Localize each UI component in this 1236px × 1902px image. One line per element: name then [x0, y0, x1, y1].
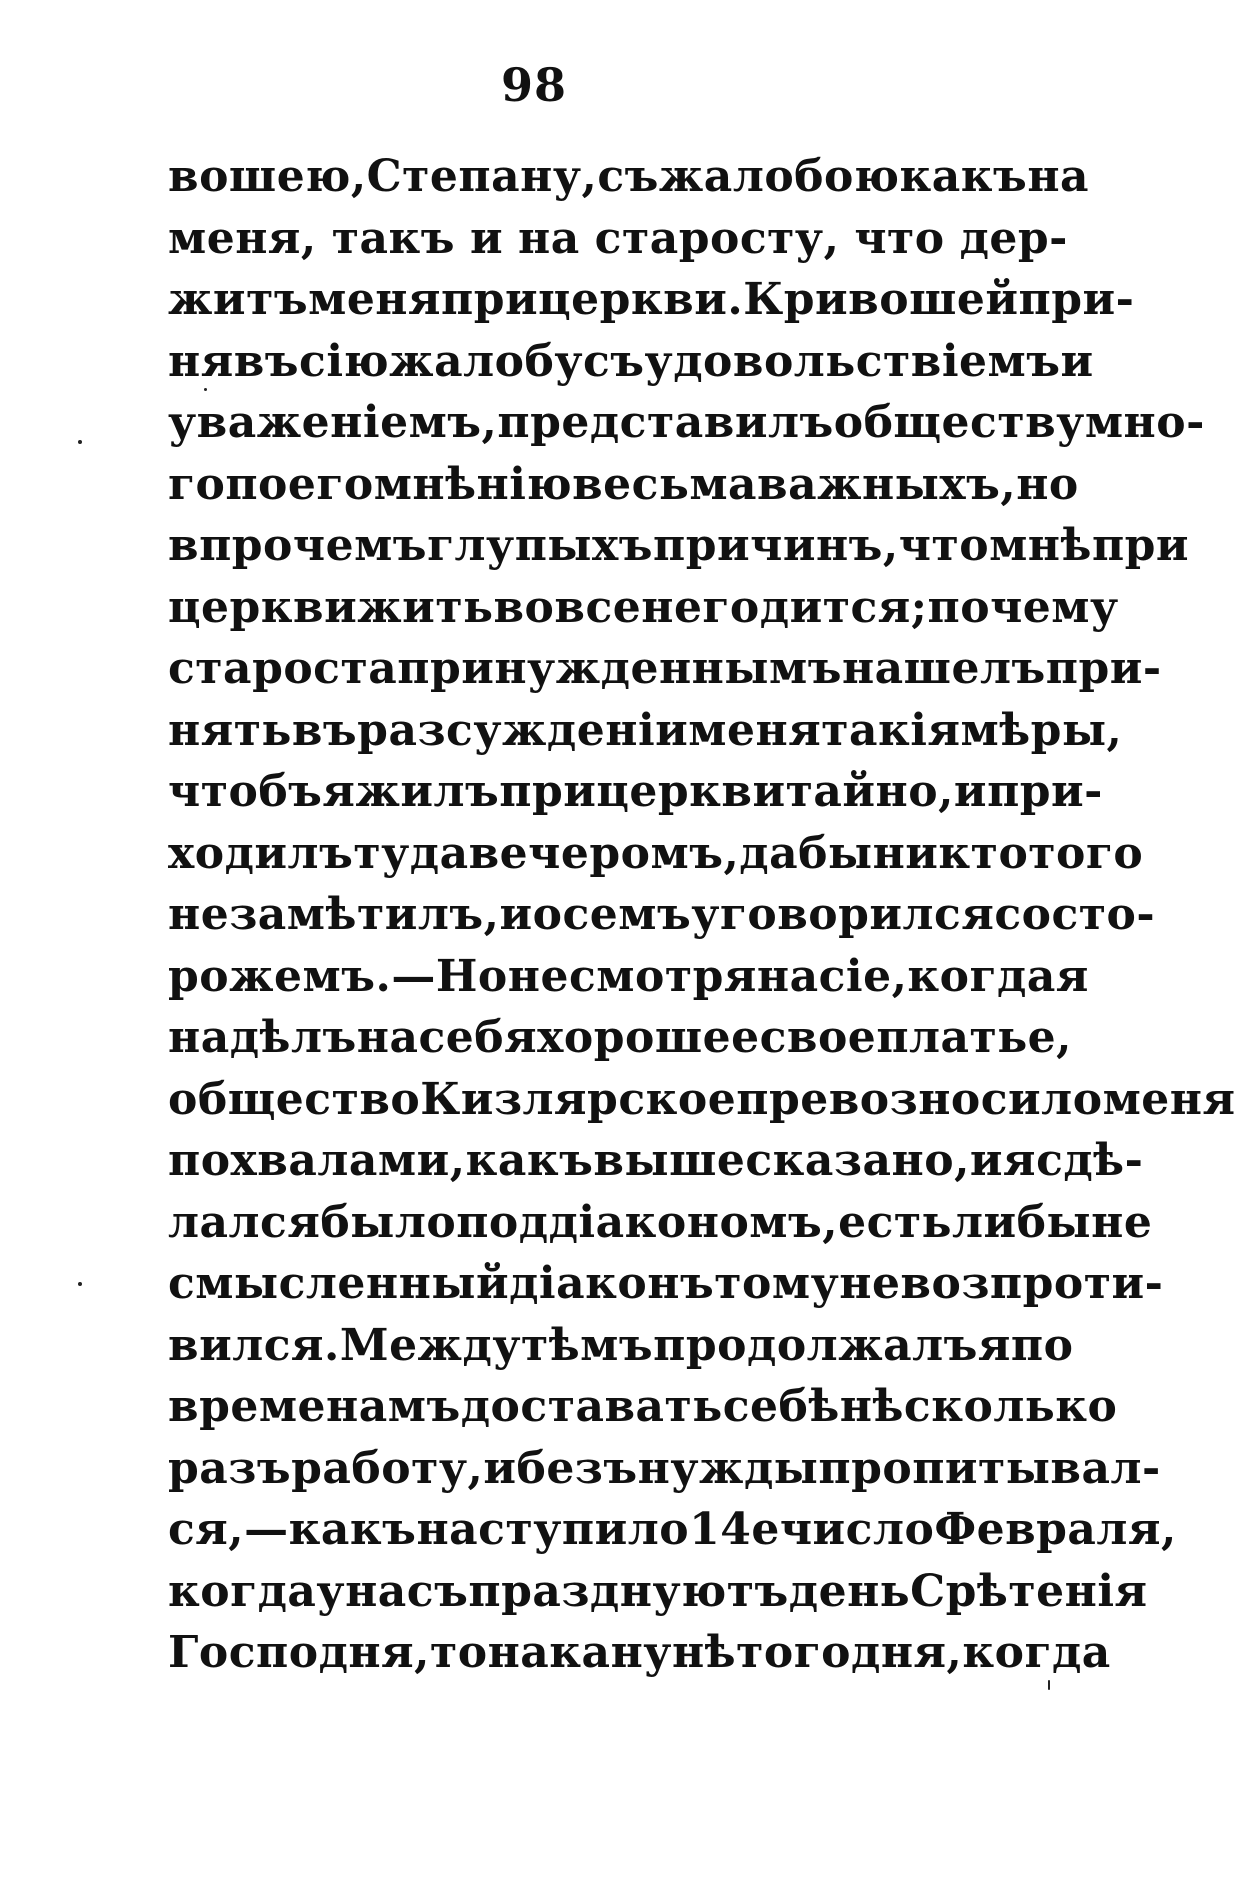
text-word: насъ [345, 1565, 469, 1617]
text-word: и [499, 889, 533, 941]
text-line [168, 946, 1089, 1008]
text-word: Степану, [366, 151, 598, 203]
text-word: надѣлъ [168, 1012, 357, 1064]
text-word: при- [1045, 643, 1162, 695]
text-word: житъ [168, 274, 309, 326]
text-word: вошею, [168, 151, 367, 203]
text-word: не [507, 950, 569, 1002]
text-word: когда [907, 950, 1056, 1002]
text-line [168, 761, 1103, 823]
text-word: тому [714, 1258, 840, 1310]
text-line [168, 638, 1162, 700]
text-word: мнѣнію [373, 458, 573, 510]
text-line [168, 1499, 1177, 1561]
text-word: на [756, 950, 819, 1002]
text-word: какъ [465, 1135, 594, 1187]
text-word: похвалами, [168, 1135, 466, 1187]
text-line [168, 1192, 1153, 1254]
text-word: на [356, 1012, 419, 1064]
text-word: ходилъ [168, 827, 354, 879]
text-word: Но [435, 950, 508, 1002]
text-word: по [225, 458, 288, 510]
text-word: тѣмъ [520, 1319, 654, 1371]
text-word: негодится; [641, 581, 928, 633]
text-word: впрочемъ [168, 520, 428, 572]
text-word: превозносило [736, 1073, 1103, 1125]
text-word: сто- [1051, 889, 1156, 941]
text-word: работу, [291, 1442, 484, 1494]
text-word: ся, [168, 1504, 245, 1556]
text-word: при [441, 274, 539, 326]
text-line [168, 1622, 1111, 1684]
text-word: естьли [838, 1196, 1017, 1248]
text-word: церкви. [538, 274, 744, 326]
text-word: когда [168, 1565, 317, 1617]
text-word: жалобою [658, 151, 900, 203]
text-word: Февраля, [934, 1504, 1177, 1556]
text-word: меня [308, 274, 442, 326]
text-word: у [316, 1565, 346, 1617]
text-word: никто [872, 827, 1029, 879]
text-line [168, 1376, 1118, 1438]
text-line [168, 823, 1144, 885]
text-line [168, 392, 1205, 454]
text-word: безъ [516, 1442, 638, 1494]
text-word: я [1055, 950, 1089, 1002]
text-word: 14е [689, 1504, 780, 1556]
text-word: рожемъ. [168, 950, 392, 1002]
text-line [168, 1069, 1236, 1131]
text-word: наступило [416, 1504, 690, 1556]
text-word: что [854, 212, 945, 264]
text-word: я [1003, 1135, 1037, 1187]
text-word: смысленный [168, 1258, 510, 1310]
text-word: тайно, [785, 766, 954, 818]
text-word: нять [168, 704, 292, 756]
text-line [168, 884, 1156, 946]
text-word: по [1010, 1319, 1074, 1371]
text-word: нѣсколько [839, 1381, 1118, 1433]
text-line [168, 1253, 1164, 1315]
text-word: общество [168, 1073, 421, 1125]
text-line [168, 1007, 1072, 1069]
text-word: съ [583, 335, 645, 387]
page-number: 98 [500, 58, 567, 112]
text-word: при [499, 766, 597, 818]
text-word: продолжалъ [653, 1319, 978, 1371]
text-word: выше [593, 1135, 746, 1187]
text-word: при [1091, 520, 1190, 572]
text-word: сказано, [745, 1135, 970, 1187]
text-word: старосту, [594, 212, 840, 264]
text-word: обществу [833, 397, 1085, 449]
text-word: о [532, 889, 563, 941]
text-word: причинъ, [653, 520, 899, 572]
text-word: чтобъ [168, 766, 323, 818]
text-word: Кривошей [743, 274, 1019, 326]
text-word: во [493, 581, 555, 633]
text-word: но [1016, 458, 1079, 510]
text-word: при- [1018, 274, 1135, 326]
text-line [168, 1561, 1148, 1623]
text-word: Кизлярское [420, 1073, 737, 1125]
text-word: сдѣ- [1036, 1135, 1144, 1187]
text-word: дер- [959, 212, 1068, 264]
text-word: вечеромъ, [468, 827, 740, 879]
text-word: временамъ [168, 1381, 461, 1433]
text-word: я [322, 766, 356, 818]
text-word: не [1091, 1196, 1153, 1248]
text-word: дня, [851, 1627, 963, 1679]
text-word: по [927, 581, 991, 633]
text-word: го [168, 458, 226, 510]
text-word: меня, [168, 212, 317, 264]
body-text [168, 146, 1236, 1684]
text-word: число [779, 1504, 935, 1556]
text-word: уваженіемъ, [168, 397, 498, 449]
text-word: бы [1016, 1196, 1092, 1248]
text-word: того [1028, 827, 1144, 879]
text-word: все [554, 581, 642, 633]
print-speck [1048, 1680, 1050, 1690]
text-word: платье, [876, 1012, 1072, 1064]
text-word: и [1060, 335, 1094, 387]
text-word: и [953, 766, 988, 818]
text-word: канунѣ [549, 1627, 737, 1679]
text-word: какъ [899, 151, 1028, 203]
text-word: его [287, 458, 374, 510]
text-line [168, 331, 1094, 393]
text-word: глупыхъ [427, 520, 654, 572]
text-word: празднуютъ [468, 1565, 789, 1617]
text-word: поддіакономъ, [456, 1196, 839, 1248]
text-line [168, 577, 1119, 639]
text-word: уговорился [691, 889, 995, 941]
text-word: разъ [168, 1442, 292, 1494]
text-word: церкви [596, 766, 786, 818]
text-word: то [429, 1627, 488, 1679]
text-word: себѣ [722, 1381, 840, 1433]
text-word: было [320, 1196, 457, 1248]
print-speck [78, 440, 82, 444]
text-word: нужды [637, 1442, 819, 1494]
text-word: Между [339, 1319, 521, 1371]
text-word: и [469, 212, 504, 264]
text-word: пропитывал- [818, 1442, 1161, 1494]
text-word: при- [987, 766, 1103, 818]
text-word: Срѣтенія [910, 1565, 1148, 1617]
text-word: и [969, 1135, 1004, 1187]
text-word: на [518, 212, 580, 264]
text-word: весьма [572, 458, 758, 510]
text-line [168, 208, 1068, 270]
text-word: — [391, 950, 436, 1002]
text-word: я [977, 1319, 1011, 1371]
text-word: незамѣтилъ, [168, 889, 500, 941]
text-word: жить [357, 581, 494, 633]
text-line [168, 1130, 1144, 1192]
text-line [168, 1315, 1074, 1377]
text-word: мѣры, [960, 704, 1123, 756]
text-word: смотря [568, 950, 757, 1002]
text-word: меня [688, 704, 822, 756]
text-word: представилъ [497, 397, 834, 449]
text-word: діаконъ [509, 1258, 715, 1310]
text-word: того [736, 1627, 852, 1679]
text-word: на [1027, 151, 1090, 203]
text-word: себя [418, 1012, 538, 1064]
text-word: меня [1102, 1073, 1236, 1125]
text-word: когда [962, 1627, 1111, 1679]
text-line [168, 454, 1079, 516]
text-word: нашелъ [841, 643, 1046, 695]
text-word: въ [291, 704, 358, 756]
text-word: — [244, 1504, 289, 1556]
text-word: на [487, 1627, 550, 1679]
text-word: какъ [288, 1504, 417, 1556]
text-word: удовольствіемъ [644, 335, 1061, 387]
text-word: жилъ [355, 766, 500, 818]
text-word: сію [299, 335, 390, 387]
text-line [168, 269, 1135, 331]
text-word: что [898, 520, 990, 572]
text-word: дабы [739, 827, 873, 879]
text-word: нявъ [168, 335, 300, 387]
text-word: церкви [168, 581, 358, 633]
print-speck [78, 1282, 82, 1286]
text-word: доставать [460, 1381, 723, 1433]
text-line [168, 1438, 1161, 1500]
text-word: хорошее [537, 1012, 760, 1064]
text-word: такъ [331, 212, 455, 264]
text-word: староста [168, 643, 398, 695]
text-word: такія [821, 704, 961, 756]
text-word: съ [597, 151, 659, 203]
text-word: невозпроти- [839, 1258, 1164, 1310]
text-word: разсужденіи [357, 704, 689, 756]
text-word: мно- [1084, 397, 1205, 449]
text-word: вился. [168, 1319, 340, 1371]
text-word: лался [168, 1196, 321, 1248]
text-word: важныхъ, [757, 458, 1017, 510]
text-word: со [994, 889, 1052, 941]
text-word: чему [990, 581, 1119, 633]
text-word: мнѣ [989, 520, 1092, 572]
text-word: сіе, [818, 950, 908, 1002]
text-word: принужденнымъ [397, 643, 842, 695]
text-word: туда [353, 827, 469, 879]
print-speck [204, 388, 207, 391]
text-word: свое [759, 1012, 877, 1064]
text-line [168, 700, 1123, 762]
text-line [168, 146, 1090, 208]
text-word: семъ [562, 889, 692, 941]
text-word: жалобу [389, 335, 583, 387]
text-word: день [788, 1565, 911, 1617]
text-line [168, 515, 1190, 577]
text-word: и [483, 1442, 517, 1494]
text-word: Господня, [168, 1627, 430, 1679]
